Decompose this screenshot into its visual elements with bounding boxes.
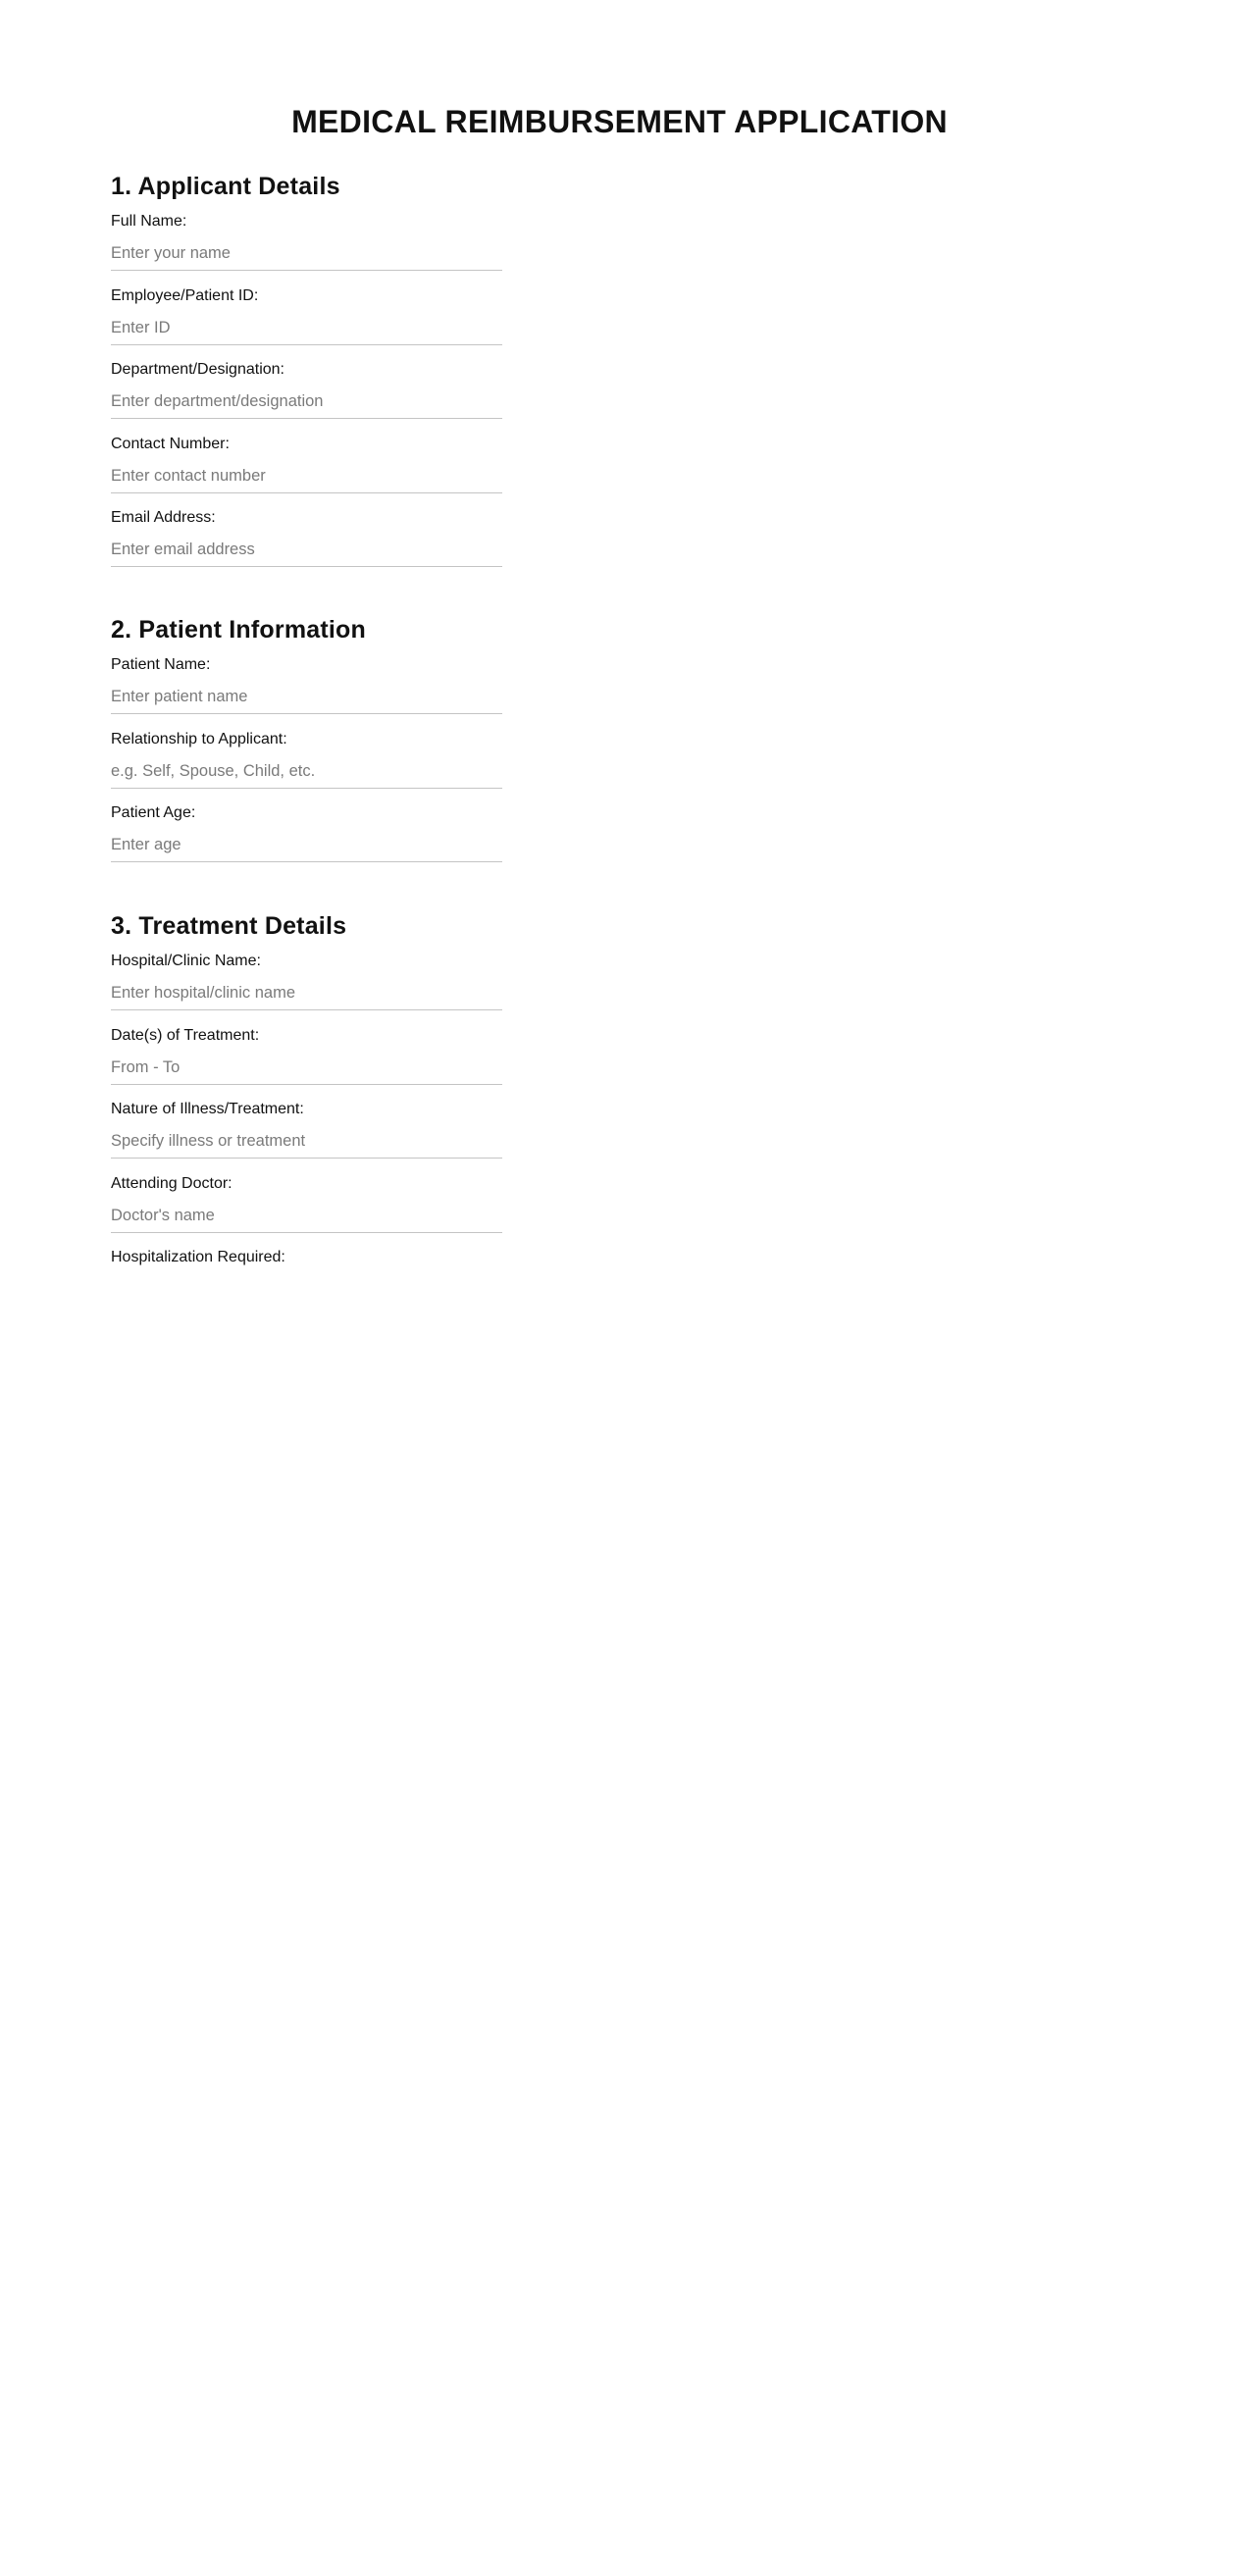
employee-id-input[interactable] <box>111 314 502 345</box>
section-heading-applicant-details: 1. Applicant Details <box>111 173 340 200</box>
doctor-input[interactable] <box>111 1202 502 1233</box>
patient-name-input[interactable] <box>111 683 502 714</box>
patient-age-label: Patient Age: <box>111 804 196 821</box>
patient-age-input[interactable] <box>111 831 502 862</box>
section-heading-patient-information: 2. Patient Information <box>111 616 366 644</box>
contact-number-input[interactable] <box>111 462 502 493</box>
illness-label: Nature of Illness/Treatment: <box>111 1101 304 1117</box>
treatment-dates-input[interactable] <box>111 1054 502 1085</box>
doctor-field-group <box>111 1174 523 1249</box>
patient-name-label: Patient Name: <box>111 656 211 673</box>
full-name-label: Full Name: <box>111 213 187 230</box>
section-treatment-details <box>111 910 523 1271</box>
department-field-group <box>111 360 523 435</box>
full-name-input[interactable] <box>111 239 502 271</box>
hospitalization-label: Hospitalization Required: <box>111 1249 285 1265</box>
hospital-field-group <box>111 952 523 1026</box>
section-heading-treatment-details: 3. Treatment Details <box>111 912 347 940</box>
department-label: Department/Designation: <box>111 361 284 378</box>
department-input[interactable] <box>111 387 502 419</box>
relationship-label: Relationship to Applicant: <box>111 730 287 747</box>
section-applicant-details <box>111 171 523 583</box>
relationship-input[interactable] <box>111 757 502 789</box>
employee-id-label: Employee/Patient ID: <box>111 286 259 304</box>
email-input[interactable] <box>111 536 502 567</box>
full-name-field-group <box>111 212 523 286</box>
patient-name-field-group <box>111 655 523 730</box>
hospital-input[interactable] <box>111 979 502 1010</box>
email-label: Email Address: <box>111 509 216 526</box>
doctor-label: Attending Doctor: <box>111 1174 232 1192</box>
contact-number-label: Contact Number: <box>111 435 230 452</box>
employee-id-field-group <box>111 286 523 361</box>
page-title: MEDICAL REIMBURSEMENT APPLICATION <box>291 104 948 139</box>
illness-field-group <box>111 1100 523 1174</box>
relationship-field-group <box>111 730 523 804</box>
treatment-dates-field-group <box>111 1026 523 1101</box>
hospital-label: Hospital/Clinic Name: <box>111 953 261 969</box>
section-patient-information <box>111 614 523 878</box>
email-field-group <box>111 508 523 583</box>
hospitalization-field-group <box>111 1248 523 1271</box>
treatment-dates-label: Date(s) of Treatment: <box>111 1026 260 1044</box>
patient-age-field-group <box>111 803 523 878</box>
illness-input[interactable] <box>111 1127 502 1159</box>
contact-number-field-group <box>111 435 523 509</box>
